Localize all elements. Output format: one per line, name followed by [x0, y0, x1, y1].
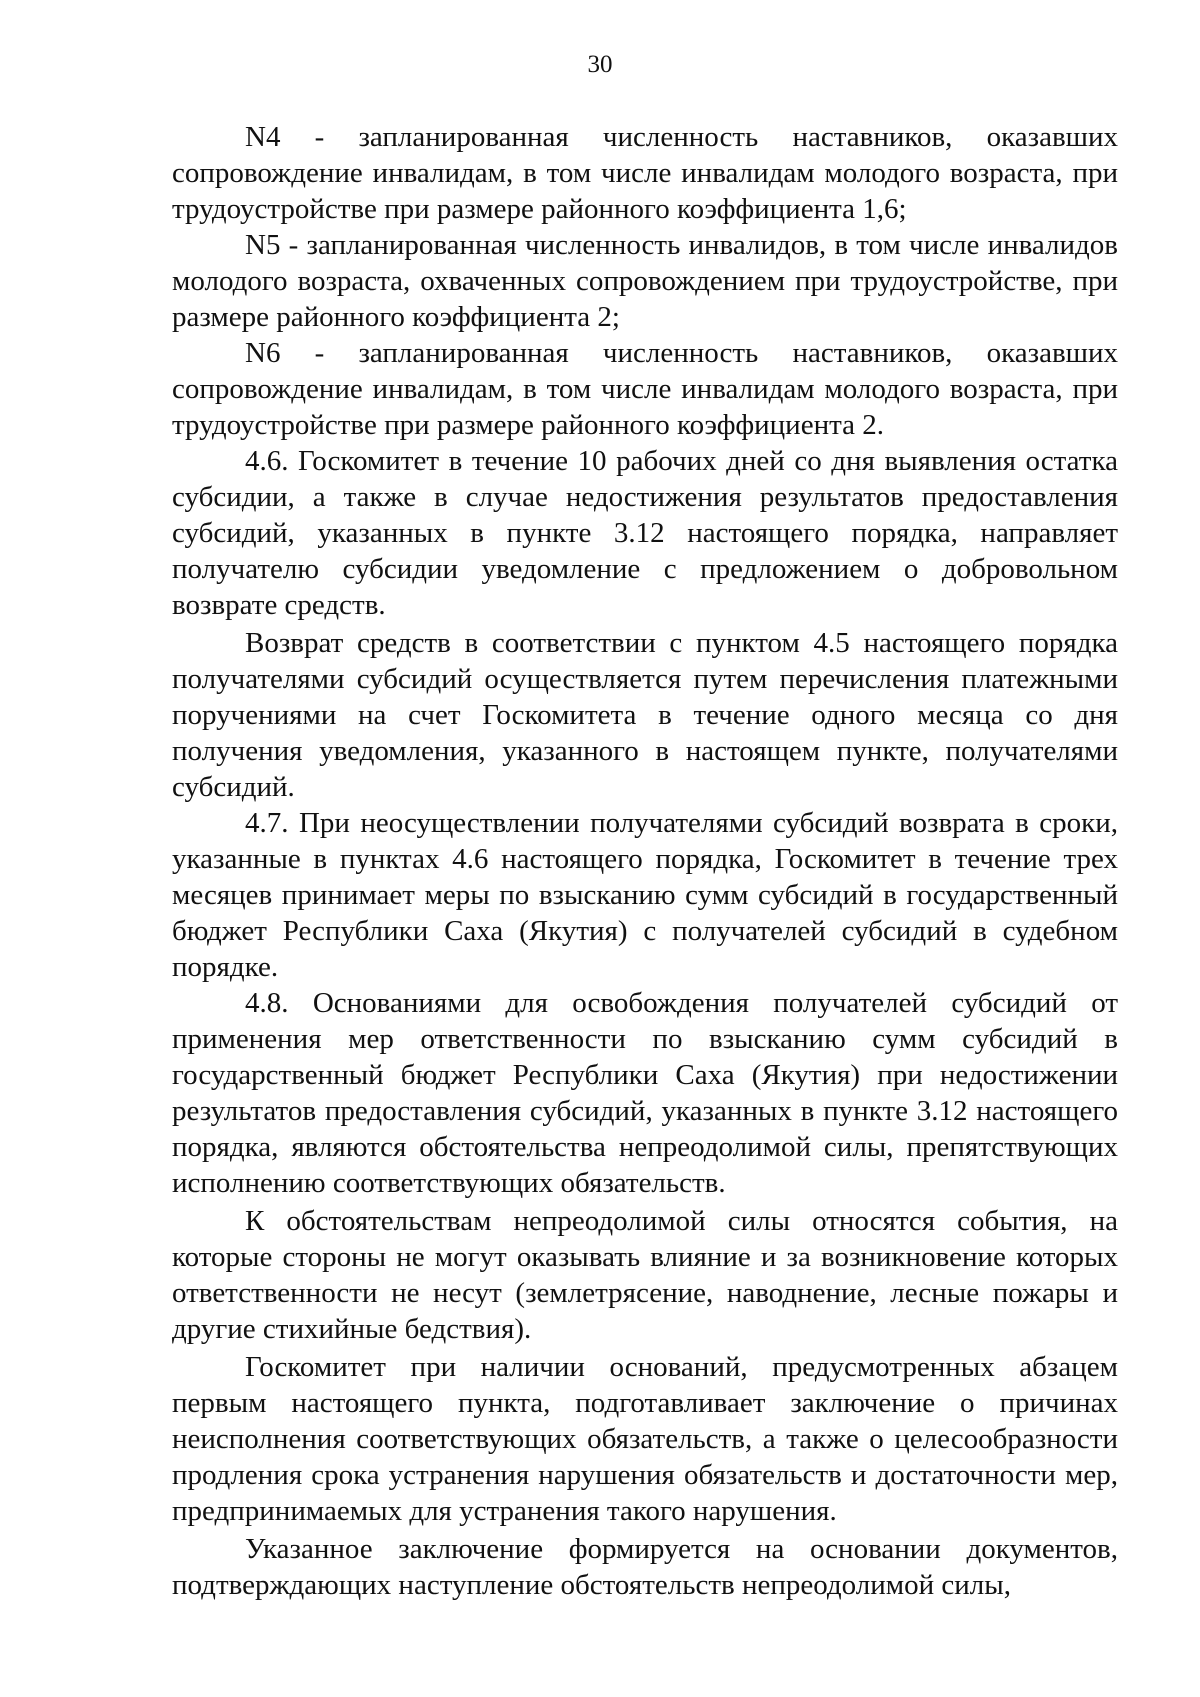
- paragraph-clause-4-8: 4.8. Основаниями для освобождения получателей субсидий от применения мер ответственности по взысканию сумм субсидий в государственный бюджет Республики Саха (Якутия) при недостижении результатов предоставления субсидий, указанных в пункте 3.12 настоящего порядка, являются обстоятельства непреодолимой силы, препятствующих исполнению соответствующих обязательств.: [172, 987, 1118, 1199]
- paragraph-refund-procedure: Возврат средств в соответствии с пунктом 4.5 настоящего порядка получателями субсидий осуществляется путем перечисления платежными поручениями на счет Госкомитета в течение одного месяца со дня получения уведомления, указанного в настоящем пункте, получателями субсидий.: [172, 627, 1118, 803]
- paragraph-force-majeure: К обстоятельствам непреодолимой силы относятся события, на которые стороны не могут оказывать влияние и за возникновение которых ответственности не несут (землетрясение, наводнение, лесные пожары и другие стихийные бедствия).: [172, 1205, 1118, 1345]
- paragraph-n5-definition: N5 - запланированная численность инвалидов, в том числе инвалидов молодого возраста, охваченных сопровождением при трудоустройстве, при размере районного коэффициента 2;: [172, 229, 1118, 333]
- paragraph-n4-definition: N4 - запланированная численность наставников, оказавших сопровождение инвалидам, в том числе инвалидам молодого возраста, при трудоустройстве при размере районного коэффициента 1,6;: [172, 121, 1118, 225]
- paragraph-goskomitet-conclusion: Госкомитет при наличии оснований, предусмотренных абзацем первым настоящего пункта, подготавливает заключение о причинах неисполнения соответствующих обязательств, а также о целесообразности продления срока устранения нарушения обязательств и достаточности мер, предпринимаемых для устранения такого нарушения.: [172, 1351, 1118, 1527]
- paragraph-clause-4-6: 4.6. Госкомитет в течение 10 рабочих дней со дня выявления остатка субсидии, а также в случае недостижения результатов предоставления субсидий, указанных в пункте 3.12 настоящего порядка, направляет получателю субсидии уведомление с предложением о добровольном возврате средств.: [172, 445, 1118, 621]
- page-number: 30: [587, 51, 613, 78]
- paragraph-conclusion-basis: Указанное заключение формируется на основании документов, подтверждающих наступление обстоятельств непреодолимой силы,: [172, 1533, 1118, 1601]
- document-body: [172, 119, 1118, 1603]
- paragraph-n6-definition: N6 - запланированная численность наставников, оказавших сопровождение инвалидам, в том числе инвалидам молодого возраста, при трудоустройстве при размере районного коэффициента 2.: [172, 337, 1118, 441]
- paragraph-clause-4-7: 4.7. При неосуществлении получателями субсидий возврата в сроки, указанные в пунктах 4.6 настоящего порядка, Госкомитет в течение трех месяцев принимает меры по взысканию сумм субсидий в государственный бюджет Республики Саха (Якутия) с получателей субсидий в судебном порядке.: [172, 807, 1118, 983]
